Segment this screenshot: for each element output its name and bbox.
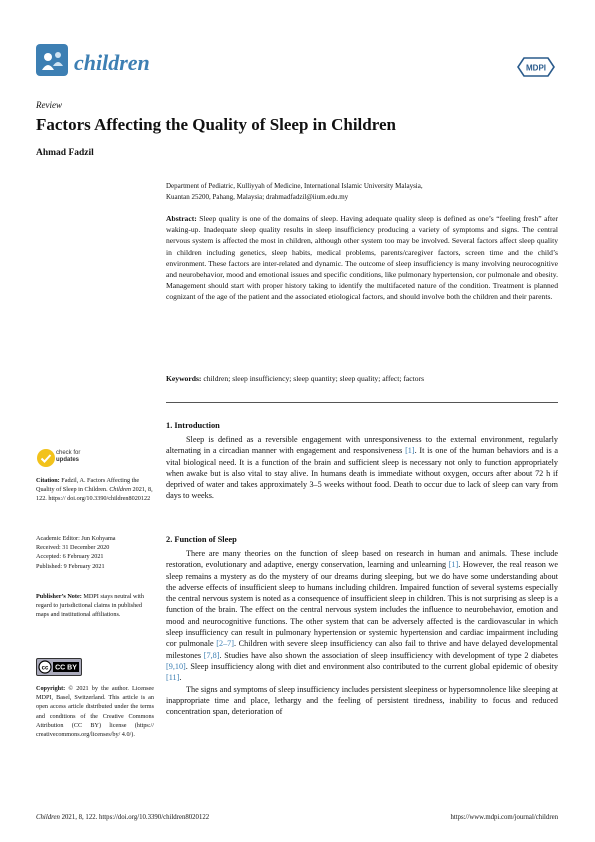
check-updates-line-2: updates <box>56 457 80 463</box>
footer-citation <box>36 814 209 821</box>
check-updates-line-1: check for <box>56 450 81 456</box>
citation-rest: 2021, 8, 122. https:// doi.org/10.3390/children8020122 <box>36 486 153 503</box>
affiliation-line-2: Kuantan 25200, Pahang, Malaysia; drahmadfadzil@iium.edu.my <box>166 193 349 201</box>
reference-link[interactable]: [1] <box>405 446 415 456</box>
section-1-paragraph: Sleep is defined as a reversible engagement with unresponsiveness to the external environment, regularly alternating in a circadian manner with engagement and responsiveness [1]. It is one of the human behaviors and is a vital biological need. It is a function of the brain and sufficient sleep is necessary not only to function appropriately when awake but is also vital to stay alive. In humans death is immediate without oxygen, occurs after about 72 h if deprived of water and takes approximately 3–5 weeks without food. Death to occur due to lack of sleep can vary from days to weeks. <box>166 435 558 501</box>
published-date: Published: 9 February 2021 <box>36 562 105 570</box>
svg-text:cc: cc <box>41 665 49 672</box>
mdpi-logo-icon <box>516 56 556 78</box>
reference-link[interactable]: [11] <box>166 673 180 683</box>
section-1-heading: 1. Introduction <box>166 421 220 430</box>
copyright-block <box>36 684 154 739</box>
footer-journal: Children <box>36 814 60 821</box>
citation-text: Fadzil, A. Factors Affecting the Quality of Sleep in Children. <box>36 477 140 494</box>
reference-link[interactable]: [9,10] <box>166 661 186 671</box>
affiliation <box>166 181 556 203</box>
publisher-note-label: Publisher’s Note: <box>36 593 82 600</box>
abstract-label: Abstract: <box>166 214 197 223</box>
keywords-text: children; sleep insufficiency; sleep quantity; sleep quality; affect; factors <box>203 374 425 383</box>
reference-link[interactable]: [1] <box>448 560 459 570</box>
copyright-label: Copyright: <box>36 685 66 692</box>
copyright-text: © 2021 by the author. Licensee MDPI, Basel, Switzerland. This article is an open access article distributed under the terms and conditions of the Creative Commons Attribution (CC BY) license (https:// creativecommons.org/licenses/by/ 4.0/). <box>36 685 155 739</box>
citation-block <box>36 476 154 504</box>
check-for-updates-link[interactable] <box>56 450 80 464</box>
keywords-label: Keywords: <box>166 374 202 383</box>
section-2-paragraph-2: The signs and symptoms of sleep insufficiency includes persistent sleepiness or hypersomnolence like sleeping at inappropriate time and place, lethargy and the feeling of persistent tiredness, inability to focus and reduced concentration span, deterioration of <box>166 684 558 717</box>
abstract-text: Sleep quality is one of the domains of sleep. Having adequate quality sleep is defined as one’s “feeling fresh” after waking-up. Inadequate sleep quality results in sleep insufficiency producing a variety of symptoms and signs. The central nervous system is affected the most in children, although other system too may be involved. Several factors affect sleep quality in children including genetics, sleep habits, medical problems, parents/caregiver factors, screen time and the child’s environment. These factors are inter-related and dynamic. The outcome of sleep insufficiency is many involving neurocognitive and neurobehavior, mood and emotional issues and specific conditions, like pulmonary hypertension, cor pulmonale and obesity. Management should start with proper history taking to identify the multifaceted nature of the condition. Treatment is planned cognizant of the age of the patient and the associated etiological factors, and should involve both the children and their parents. <box>166 214 558 302</box>
citation-label: Citation: <box>36 477 60 484</box>
page-title: Factors Affecting the Quality of Sleep in Children <box>36 115 396 134</box>
received-date: Received: 31 December 2020 <box>36 544 110 552</box>
cc-by-license-icon[interactable] <box>36 658 82 676</box>
mdpi-logo-text: MDPI <box>526 63 546 73</box>
footer-doi[interactable]: 2021, 8, 122. https://doi.org/10.3390/children8020122 <box>61 814 210 821</box>
section-2-paragraph: There are many theories on the function of sleep based on research in human and animals. These include restoration, evolutionary and adaptive, energy conservation, learning and unlearning [1]. However, the real reason we sleep remains a mystery as do the mystery of our dreams during sleeping, but we do have some understanding about the adverse effects of insufficient sleep to humans including children. Impaired function of several systems especially the central nervous system is noted as a consequence of insufficient sleep in children. This is not surprising as sleep is a function of the brain. The effect on the central nervous system includes the influence to neurobehavior, emotion and mood and neurocognitive functions. The other system that can be adversely affected is the cardiovascular in which sleep insufficiency can result in pulmonary hypertension or systemic hypertension and cardiac impairment including cor pulmonale [2–7]. Children with severe sleep insufficiency can also fail to thrive and have delayed developmental milestones [7,8]. Studies have also shown the association of sleep insufficiency with development of type 2 diabetes [9,10]. Sleep insufficiency along with diet and environment also contributed to the current global epidemic of obesity [11]. The signs and symptoms of sleep insufficiency includes persistent sleepiness or hypersomnolence like sleeping at inappropriate time and place, lethargy and the feeling of persistent tiredness, inability to focus and reduced concentration span, deterioration of <box>166 549 558 717</box>
reference-link[interactable]: [7,8] <box>203 650 220 660</box>
publisher-note-text: MDPI stays neutral with regard to jurisdictional claims in published maps and institutional affiliations. <box>36 593 144 619</box>
section-2-heading: 2. Function of Sleep <box>166 535 237 544</box>
cc-label: CC BY <box>55 664 77 672</box>
accepted-date: Accepted: 6 February 2021 <box>36 553 104 561</box>
journal-logo-icon <box>36 44 68 76</box>
reference-link[interactable]: [2–7] <box>216 639 234 649</box>
keywords <box>166 373 558 384</box>
footer-journal-url[interactable]: https://www.mdpi.com/journal/children <box>450 814 558 821</box>
publisher-note <box>36 592 154 620</box>
journal-name: children <box>74 50 150 75</box>
abstract <box>166 213 558 303</box>
dates-block <box>36 534 154 571</box>
affiliation-line-1: Department of Pediatric, Kulliyyah of Medicine, International Islamic University Malaysia, <box>166 182 423 190</box>
check-for-updates-icon[interactable] <box>36 448 56 468</box>
authors: Ahmad Fadzil <box>36 148 94 158</box>
citation-journal: Children <box>109 486 131 494</box>
article-type: Review <box>36 100 62 110</box>
academic-editor: Academic Editor: Jun Kohyama <box>36 535 116 542</box>
divider <box>166 402 558 403</box>
